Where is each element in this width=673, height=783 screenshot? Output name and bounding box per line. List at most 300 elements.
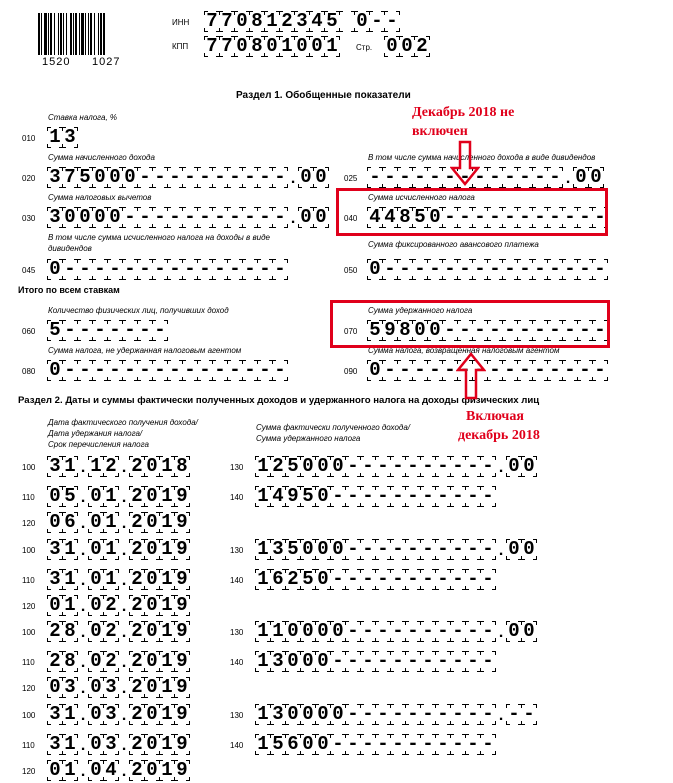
char-cell: 0: [90, 620, 102, 642]
char-cell: 0: [317, 568, 329, 590]
f030-cells: [48, 208, 329, 228]
char-cell: -: [407, 620, 419, 642]
char-cell: -: [474, 166, 486, 188]
barcode-bar: [54, 13, 55, 55]
char-cell: 0: [317, 620, 329, 642]
f010-label: Ставка налога, %: [48, 113, 118, 122]
char-cell: -: [459, 359, 471, 381]
row-code-130: 130: [230, 546, 244, 555]
f070-label: Сумма удержанного налога: [368, 306, 473, 315]
f080-cells: [48, 361, 288, 381]
char-cell: 1: [257, 485, 269, 507]
char-cell: 1: [257, 620, 269, 642]
char-cell: 0: [317, 538, 329, 560]
char-cell: -: [452, 455, 464, 477]
char-cell: 2: [131, 485, 143, 507]
char-cell: 5: [272, 733, 284, 755]
barcode-bar: [48, 13, 49, 55]
char-cell: -: [362, 485, 374, 507]
char-cell: 0: [146, 594, 158, 616]
char-cell: -: [407, 455, 419, 477]
char-cell: -: [429, 359, 441, 381]
char-cell: 0: [90, 733, 102, 755]
char-cell: -: [109, 359, 121, 381]
char-cell: 7: [221, 10, 233, 32]
char-cell: 2: [131, 594, 143, 616]
char-cell: 2: [287, 568, 299, 590]
char-cell: -: [347, 568, 359, 590]
separator-dot: .: [119, 542, 129, 560]
char-cell: 8: [399, 206, 411, 228]
char-cell: -: [549, 319, 561, 341]
char-cell: -: [64, 258, 76, 280]
char-cell: -: [467, 485, 479, 507]
row-code-110: 110: [22, 658, 35, 667]
char-cell: 0: [146, 568, 158, 590]
date-field-100: [48, 540, 190, 560]
char-cell: 0: [332, 538, 344, 560]
char-cell: 9: [176, 568, 188, 590]
char-cell: -: [274, 258, 286, 280]
barcode-bar: [50, 13, 52, 55]
char-cell: 0: [236, 10, 248, 32]
char-cell: -: [377, 733, 389, 755]
char-cell: -: [422, 733, 434, 755]
char-cell: 2: [105, 594, 117, 616]
annotation-including-line2: декабрь 2018: [458, 428, 540, 443]
char-cell: 3: [296, 10, 308, 32]
char-cell: -: [407, 733, 419, 755]
section1-subtitle: Итого по всем ставкам: [18, 285, 120, 295]
char-cell: 1: [64, 455, 76, 477]
char-cell: -: [94, 359, 106, 381]
char-cell: 0: [64, 206, 76, 228]
f025-cells: [368, 168, 604, 188]
char-cell: -: [169, 359, 181, 381]
char-cell: -: [549, 206, 561, 228]
char-cell: -: [489, 359, 501, 381]
barcode-bar: [85, 13, 86, 55]
char-cell: 0: [49, 511, 61, 533]
char-cell: 9: [287, 485, 299, 507]
char-cell: 1: [64, 759, 76, 781]
char-cell: 1: [257, 703, 269, 725]
char-cell: 0: [90, 594, 102, 616]
col-left-line3: Срок перечисления налога: [48, 440, 149, 449]
col-left-line2: Дата удержания налога/: [48, 429, 143, 438]
highlight-box-040: [336, 188, 608, 236]
char-cell: 0: [287, 650, 299, 672]
char-cell: 2: [105, 455, 117, 477]
char-cell: -: [489, 206, 501, 228]
char-cell: -: [467, 650, 479, 672]
row-code-100: 100: [22, 628, 36, 637]
char-cell: 0: [300, 206, 312, 228]
char-cell: -: [79, 258, 91, 280]
char-cell: -: [386, 10, 398, 32]
char-cell: -: [384, 166, 396, 188]
char-cell: -: [437, 538, 449, 560]
char-cell: 1: [90, 455, 102, 477]
f020-code: 020: [22, 174, 36, 183]
char-cell: 9: [176, 511, 188, 533]
char-cell: -: [579, 258, 591, 280]
f025-code: 025: [344, 174, 358, 183]
char-cell: 0: [49, 258, 61, 280]
char-cell: 0: [146, 485, 158, 507]
char-cell: 0: [90, 568, 102, 590]
char-cell: -: [332, 733, 344, 755]
char-cell: -: [534, 359, 546, 381]
char-cell: -: [109, 258, 121, 280]
date-field-100: [48, 705, 190, 725]
char-cell: 0: [236, 35, 248, 57]
char-cell: -: [452, 620, 464, 642]
char-cell: 0: [302, 733, 314, 755]
char-cell: -: [154, 319, 166, 341]
page-label: Стр.: [356, 43, 373, 52]
row-code-140: 140: [230, 576, 244, 585]
char-cell: 0: [90, 511, 102, 533]
separator-dot: .: [288, 170, 298, 188]
date-field-120: [48, 596, 190, 616]
char-cell: 0: [317, 650, 329, 672]
char-cell: 1: [257, 538, 269, 560]
separator-dot: .: [119, 598, 129, 616]
separator-dot: .: [119, 624, 129, 642]
char-cell: 0: [90, 676, 102, 698]
char-cell: 0: [369, 258, 381, 280]
char-cell: -: [482, 733, 494, 755]
section2-title: Раздел 2. Даты и суммы фактически полученных доходов и удержанного налога на доходы физических лиц: [18, 395, 540, 406]
char-cell: 0: [266, 35, 278, 57]
date-field-100: [48, 457, 190, 477]
char-cell: -: [489, 319, 501, 341]
char-cell: 3: [272, 538, 284, 560]
barcode-bar: [60, 13, 62, 55]
char-cell: 5: [287, 455, 299, 477]
separator-dot: .: [78, 624, 88, 642]
char-cell: -: [579, 206, 591, 228]
char-cell: 2: [131, 733, 143, 755]
separator-dot: .: [496, 542, 506, 560]
char-cell: -: [362, 538, 374, 560]
char-cell: 9: [176, 650, 188, 672]
char-cell: -: [229, 206, 241, 228]
char-cell: 1: [326, 35, 338, 57]
char-cell: 0: [302, 538, 314, 560]
separator-dot: .: [119, 654, 129, 672]
char-cell: 3: [49, 538, 61, 560]
char-cell: 0: [109, 206, 121, 228]
char-cell: 0: [94, 166, 106, 188]
char-cell: -: [519, 166, 531, 188]
char-cell: 3: [49, 455, 61, 477]
char-cell: 9: [176, 676, 188, 698]
char-cell: -: [467, 455, 479, 477]
char-cell: 8: [64, 650, 76, 672]
amount-field-130: [256, 540, 537, 560]
char-cell: -: [392, 568, 404, 590]
char-cell: -: [184, 359, 196, 381]
separator-dot: .: [496, 459, 506, 477]
char-cell: -: [64, 319, 76, 341]
char-cell: 0: [49, 485, 61, 507]
char-cell: -: [154, 166, 166, 188]
char-cell: -: [429, 166, 441, 188]
char-cell: 2: [131, 620, 143, 642]
char-cell: 3: [64, 126, 76, 148]
char-cell: -: [377, 538, 389, 560]
char-cell: 3: [64, 676, 76, 698]
char-cell: -: [169, 206, 181, 228]
char-cell: 6: [272, 568, 284, 590]
char-cell: -: [259, 258, 271, 280]
char-cell: -: [452, 485, 464, 507]
f045-cells: [48, 260, 288, 280]
date-field-110: [48, 487, 190, 507]
char-cell: 2: [49, 620, 61, 642]
char-cell: 0: [146, 703, 158, 725]
char-cell: 1: [64, 538, 76, 560]
f060-cells: [48, 321, 168, 341]
row-code-100: 100: [22, 546, 36, 555]
char-cell: 1: [161, 759, 173, 781]
char-cell: 0: [315, 206, 327, 228]
f045-label-line1: В том числе сумма исчисленного налога на доходы в виде: [48, 233, 270, 242]
char-cell: -: [362, 650, 374, 672]
char-cell: -: [482, 485, 494, 507]
char-cell: 7: [64, 166, 76, 188]
char-cell: -: [452, 650, 464, 672]
char-cell: -: [437, 455, 449, 477]
separator-dot: .: [119, 572, 129, 590]
char-cell: 2: [131, 650, 143, 672]
char-cell: -: [444, 206, 456, 228]
char-cell: 2: [131, 703, 143, 725]
char-cell: 8: [251, 10, 263, 32]
arrow-up-icon: [456, 352, 486, 400]
char-cell: 4: [384, 206, 396, 228]
char-cell: 1: [49, 126, 61, 148]
char-cell: -: [534, 166, 546, 188]
annotation-dec-not-included-line1: Декабрь 2018 не: [412, 105, 515, 120]
char-cell: -: [184, 166, 196, 188]
char-cell: 0: [369, 359, 381, 381]
char-cell: 0: [590, 166, 602, 188]
date-field-120: [48, 513, 190, 533]
char-cell: -: [154, 359, 166, 381]
f090-code: 090: [344, 367, 358, 376]
amount-field-140: [256, 735, 496, 755]
char-cell: -: [332, 650, 344, 672]
char-cell: 8: [251, 35, 263, 57]
char-cell: -: [169, 166, 181, 188]
f090-label: Сумма налога, возвращенная налоговым агентом: [368, 346, 560, 355]
separator-dot: .: [78, 680, 88, 698]
f030-label: Сумма налоговых вычетов: [48, 193, 152, 202]
char-cell: 6: [287, 733, 299, 755]
char-cell: -: [504, 359, 516, 381]
separator-dot: .: [78, 515, 88, 533]
char-cell: -: [414, 166, 426, 188]
barcode-bar: [75, 13, 77, 55]
char-cell: -: [347, 538, 359, 560]
char-cell: 1: [281, 35, 293, 57]
char-cell: -: [392, 538, 404, 560]
char-cell: -: [199, 166, 211, 188]
char-cell: -: [467, 538, 479, 560]
separator-dot: .: [119, 707, 129, 725]
row-code-140: 140: [230, 493, 244, 502]
char-cell: 3: [49, 166, 61, 188]
char-cell: 0: [146, 733, 158, 755]
f040-label: Сумма исчисленного налога: [368, 193, 475, 202]
char-cell: -: [392, 650, 404, 672]
char-cell: -: [399, 166, 411, 188]
char-cell: 1: [105, 511, 117, 533]
char-cell: -: [362, 733, 374, 755]
char-cell: -: [199, 258, 211, 280]
char-cell: -: [184, 206, 196, 228]
char-cell: 3: [105, 703, 117, 725]
char-cell: 1: [161, 703, 173, 725]
f080-code: 080: [22, 367, 36, 376]
char-cell: -: [347, 703, 359, 725]
char-cell: 1: [161, 455, 173, 477]
char-cell: -: [504, 258, 516, 280]
annotation-dec-not-included-line2: включен: [412, 124, 468, 139]
char-cell: 9: [176, 485, 188, 507]
char-cell: -: [579, 359, 591, 381]
char-cell: -: [139, 359, 151, 381]
col-right-line2: Сумма удержанного налога: [256, 434, 361, 443]
char-cell: 0: [523, 620, 535, 642]
row-code-130: 130: [230, 711, 244, 720]
char-cell: 0: [332, 455, 344, 477]
char-cell: -: [437, 485, 449, 507]
char-cell: 4: [369, 206, 381, 228]
f010-cells: [48, 128, 78, 148]
char-cell: -: [452, 538, 464, 560]
inn-cells: [205, 12, 400, 32]
char-cell: 1: [161, 485, 173, 507]
char-cell: -: [362, 568, 374, 590]
char-cell: 0: [146, 676, 158, 698]
char-cell: 5: [302, 568, 314, 590]
separator-dot: .: [563, 170, 573, 188]
row-code-140: 140: [230, 658, 244, 667]
char-cell: -: [274, 359, 286, 381]
char-cell: -: [549, 166, 561, 188]
char-cell: -: [274, 206, 286, 228]
separator-dot: .: [78, 489, 88, 507]
f060-code: 060: [22, 327, 36, 336]
char-cell: 5: [64, 485, 76, 507]
char-cell: 2: [105, 620, 117, 642]
char-cell: 0: [508, 620, 520, 642]
char-cell: 0: [575, 166, 587, 188]
separator-dot: .: [119, 680, 129, 698]
char-cell: 0: [90, 759, 102, 781]
f020-label: Сумма начисленного дохода: [48, 153, 155, 162]
char-cell: 0: [311, 35, 323, 57]
char-cell: -: [369, 166, 381, 188]
char-cell: 7: [206, 35, 218, 57]
highlight-box-070: [330, 300, 610, 348]
char-cell: 5: [287, 538, 299, 560]
char-cell: -: [437, 733, 449, 755]
barcode-bar: [73, 13, 74, 55]
char-cell: -: [139, 258, 151, 280]
char-cell: -: [594, 206, 606, 228]
char-cell: 9: [176, 538, 188, 560]
char-cell: -: [384, 258, 396, 280]
char-cell: 0: [146, 650, 158, 672]
row-code-120: 120: [22, 602, 36, 611]
separator-dot: .: [78, 737, 88, 755]
char-cell: 0: [332, 703, 344, 725]
char-cell: -: [422, 538, 434, 560]
char-cell: -: [244, 359, 256, 381]
char-cell: -: [347, 485, 359, 507]
char-cell: 1: [257, 568, 269, 590]
barcode-bar: [88, 13, 89, 55]
amount-field-130: [256, 622, 537, 642]
f010-code: 010: [22, 134, 36, 143]
char-cell: -: [444, 166, 456, 188]
char-cell: -: [399, 359, 411, 381]
char-cell: 5: [369, 319, 381, 341]
char-cell: 0: [287, 703, 299, 725]
char-cell: -: [437, 568, 449, 590]
char-cell: 1: [161, 650, 173, 672]
char-cell: -: [377, 650, 389, 672]
row-code-140: 140: [230, 741, 244, 750]
char-cell: -: [259, 206, 271, 228]
char-cell: -: [422, 620, 434, 642]
char-cell: -: [362, 703, 374, 725]
char-cell: -: [332, 568, 344, 590]
char-cell: 0: [49, 594, 61, 616]
barcode-bar: [41, 13, 42, 55]
char-cell: 0: [109, 166, 121, 188]
amount-field-130: [256, 705, 537, 725]
char-cell: -: [467, 620, 479, 642]
f020-cells: [48, 168, 329, 188]
char-cell: -: [437, 620, 449, 642]
char-cell: 9: [176, 759, 188, 781]
char-cell: -: [259, 359, 271, 381]
char-cell: -: [407, 650, 419, 672]
f050-cells: [368, 260, 608, 280]
char-cell: 3: [272, 650, 284, 672]
char-cell: -: [214, 206, 226, 228]
char-cell: 1: [257, 650, 269, 672]
char-cell: 3: [49, 568, 61, 590]
f050-code: 050: [344, 266, 358, 275]
char-cell: -: [64, 359, 76, 381]
char-cell: -: [594, 319, 606, 341]
char-cell: 1: [64, 568, 76, 590]
char-cell: -: [414, 258, 426, 280]
char-cell: 0: [90, 703, 102, 725]
char-cell: 0: [317, 733, 329, 755]
char-cell: 4: [311, 10, 323, 32]
barcode-bar: [98, 13, 99, 55]
char-cell: -: [79, 359, 91, 381]
char-cell: -: [407, 538, 419, 560]
